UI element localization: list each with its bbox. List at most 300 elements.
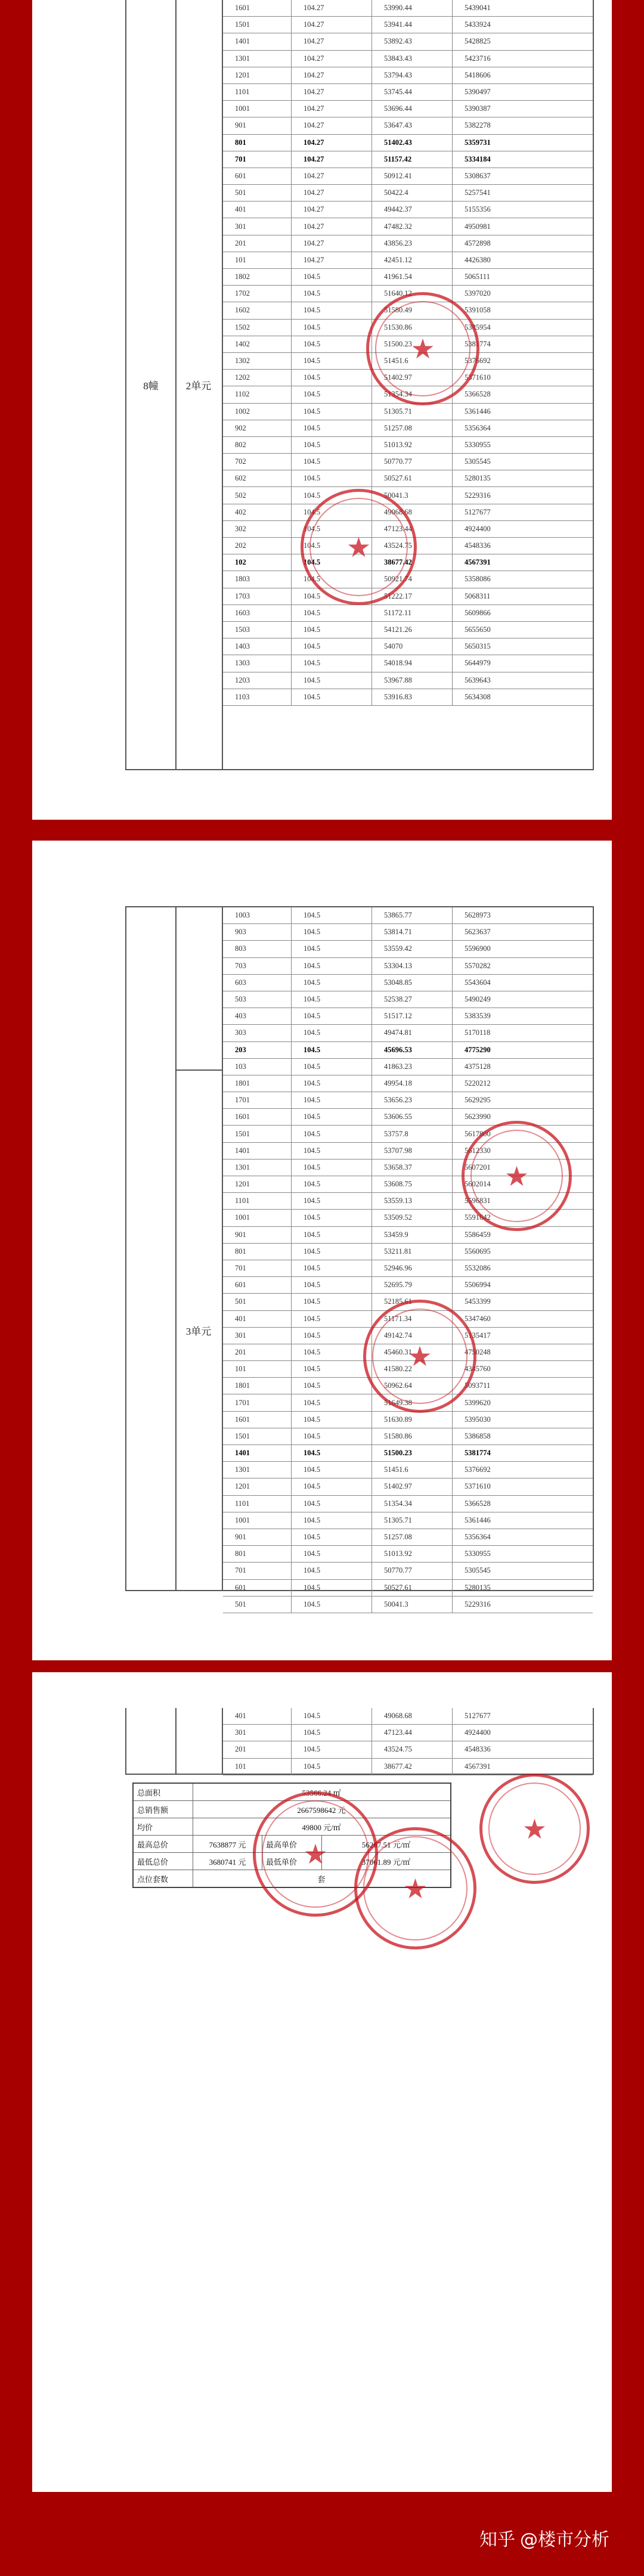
table-row — [223, 67, 593, 84]
unit-price-cell: 53608.75 — [372, 1176, 453, 1192]
total-price-cell: 5532086 — [465, 1264, 491, 1273]
total-area-label: 总面积 — [134, 1784, 193, 1800]
total-sales-label: 总销售额 — [134, 1801, 193, 1818]
area-cell: 104.5 — [292, 622, 372, 638]
unit-number-cell: 1601 — [223, 1109, 292, 1125]
total-price-cell: 5490249 — [465, 995, 491, 1004]
unit-price-cell: 51500.23 — [372, 1445, 453, 1461]
unit-number-cell: 701 — [223, 151, 292, 168]
unit-price-cell: 51171.34 — [372, 1311, 453, 1327]
area-cell: 104.5 — [292, 1741, 372, 1757]
table-row — [223, 672, 593, 689]
unit-number-cell: 1002 — [223, 404, 292, 420]
total-price-cell: 5155356 — [465, 205, 491, 214]
area-cell: 104.5 — [292, 1059, 372, 1075]
area-cell: 104.5 — [292, 975, 372, 991]
unit-price-cell: 50962.64 — [372, 1378, 453, 1394]
unit-price-cell: 53559.13 — [372, 1193, 453, 1209]
table-row — [223, 1428, 593, 1445]
unit-number-cell: 801 — [223, 135, 292, 151]
total-price-cell: 5423716 — [465, 54, 491, 63]
total-price-cell: 5560695 — [465, 1247, 491, 1256]
unit-price-cell: 49954.18 — [372, 1075, 453, 1092]
table-row — [223, 907, 593, 924]
total-price-cell: 5439041 — [465, 4, 491, 13]
unit-number-cell: 1402 — [223, 336, 292, 352]
total-price-cell: 5330955 — [465, 1549, 491, 1558]
area-cell: 104.5 — [292, 504, 372, 520]
unit-number-cell: 1001 — [223, 1210, 292, 1226]
total-price-cell: 5280135 — [465, 474, 491, 483]
official-seal-stamp: ★ — [354, 1827, 476, 1949]
area-cell: 104.27 — [292, 202, 372, 218]
table-row — [223, 454, 593, 470]
total-price-cell: 4924400 — [465, 1728, 491, 1737]
table-row — [223, 1075, 593, 1092]
unit-number-cell: 1303 — [223, 655, 292, 671]
official-seal-stamp: ★ — [363, 1300, 476, 1413]
unit-number-cell: 1401 — [223, 1445, 292, 1461]
area-cell: 104.5 — [292, 521, 372, 537]
price-table-page-1 — [125, 0, 594, 770]
unit-number-cell: 303 — [223, 1025, 292, 1041]
area-cell: 104.5 — [292, 991, 372, 1008]
total-price-cell: 4572898 — [465, 238, 491, 247]
table-row — [223, 1496, 593, 1512]
table-row — [223, 420, 593, 437]
unit-number-cell: 1301 — [223, 1160, 292, 1176]
unit-number-cell: 201 — [223, 1741, 292, 1757]
area-cell: 104.5 — [292, 1546, 372, 1562]
area-cell: 104.5 — [292, 320, 372, 336]
area-cell: 104.5 — [292, 437, 372, 453]
unit-price-cell: 53459.9 — [372, 1227, 453, 1243]
total-price-cell: 4567391 — [465, 1762, 491, 1771]
total-price-cell: 5570282 — [465, 961, 491, 970]
min-unit-label: 最低单价 — [262, 1853, 322, 1870]
avg-price-label: 均价 — [134, 1818, 193, 1835]
unit-number-cell: 601 — [223, 168, 292, 184]
unit-price-cell: 47482.32 — [372, 218, 453, 234]
unit-number-cell: 1502 — [223, 320, 292, 336]
total-price-cell: 5305545 — [465, 457, 491, 466]
building-column — [126, 1708, 177, 1774]
unit-column — [175, 1708, 223, 1774]
unit-price-cell: 53916.83 — [372, 689, 453, 705]
unit-price-cell: 51451.6 — [372, 353, 453, 369]
unit-number-cell: 501 — [223, 1597, 292, 1613]
unit-price-cell: 53509.52 — [372, 1210, 453, 1226]
total-price-cell: 5506994 — [465, 1281, 491, 1289]
table-row — [223, 975, 593, 991]
area-cell: 104.5 — [292, 941, 372, 957]
total-price-cell: 5220212 — [465, 1078, 491, 1087]
total-price-cell: 5639643 — [465, 675, 491, 684]
total-price-cell: 4548336 — [465, 541, 491, 550]
unit-price-cell: 50422.4 — [372, 185, 453, 201]
table-row — [223, 1529, 593, 1546]
area-cell: 104.27 — [292, 33, 372, 49]
document-page-2 — [32, 841, 612, 1660]
total-price-cell: 5397020 — [465, 289, 491, 298]
unit-price-cell: 43856.23 — [372, 235, 453, 252]
table-row — [223, 588, 593, 605]
unit-price-cell: 51402.97 — [372, 370, 453, 386]
official-seal-stamp: ★ — [301, 489, 417, 605]
total-price-cell: 5418606 — [465, 70, 491, 79]
total-price-cell: 5399620 — [465, 1398, 491, 1407]
table-row — [223, 1025, 593, 1041]
unit-price-cell: 53048.85 — [372, 975, 453, 991]
unit-price-cell: 50770.77 — [372, 454, 453, 470]
unit-number-cell: 602 — [223, 470, 292, 486]
unit-number-cell: 1101 — [223, 1193, 292, 1209]
area-cell: 104.5 — [292, 1143, 372, 1159]
unit-price-cell: 47123.44 — [372, 521, 453, 537]
unit-price-cell: 53843.43 — [372, 51, 453, 67]
unit-price-cell: 52538.27 — [372, 991, 453, 1008]
total-price-cell: 5280135 — [465, 1583, 491, 1592]
total-price-cell: 5386858 — [465, 1431, 491, 1440]
unit-number-cell: 1703 — [223, 588, 292, 605]
area-cell: 104.5 — [292, 1563, 372, 1579]
total-price-cell: 5330955 — [465, 440, 491, 449]
table-row — [223, 1445, 593, 1462]
total-price-cell: 5433924 — [465, 20, 491, 29]
table-row — [223, 1059, 593, 1075]
unit-number-cell: 403 — [223, 1008, 292, 1024]
area-cell: 104.5 — [292, 1478, 372, 1495]
area-cell: 104.5 — [292, 1294, 372, 1310]
unit-price-cell: 51354.34 — [372, 386, 453, 402]
unit-number-cell: 903 — [223, 924, 292, 940]
table-row — [223, 1092, 593, 1109]
unit-number-cell: 601 — [223, 1580, 292, 1596]
total-price-cell: 5376692 — [465, 1465, 491, 1474]
unit-number-cell: 1501 — [223, 1126, 292, 1142]
official-seal-stamp: ★ — [462, 1121, 572, 1231]
area-cell: 104.27 — [292, 151, 372, 168]
area-cell: 104.27 — [292, 135, 372, 151]
table-row — [223, 470, 593, 487]
avg-price-value: 49800 元/㎡ — [302, 1822, 341, 1832]
area-cell: 104.5 — [292, 1244, 372, 1260]
table-row — [223, 218, 593, 235]
unit-number-cell: 601 — [223, 1277, 292, 1293]
total-price-cell: 5135417 — [465, 1331, 491, 1340]
unit-number-cell: 301 — [223, 1725, 292, 1741]
area-cell: 104.5 — [292, 689, 372, 705]
unit-price-cell: 51013.92 — [372, 437, 453, 453]
unit-price-cell: 51157.42 — [372, 151, 453, 168]
unit-price-cell: 53941.44 — [372, 17, 453, 33]
unit-price-cell: 38677.42 — [372, 1759, 453, 1775]
table-row — [223, 638, 593, 655]
price-table-page-2 — [125, 906, 594, 1608]
unit-number-cell: 902 — [223, 420, 292, 436]
total-price-cell: 5366528 — [465, 1499, 491, 1508]
unit-price-cell: 53304.13 — [372, 958, 453, 974]
unit-label: 2单元 — [175, 0, 223, 769]
area-cell: 104.5 — [292, 1394, 372, 1411]
min-total-value: 3680741 元 — [193, 1853, 262, 1870]
unit-price-cell: 51305.71 — [372, 1512, 453, 1529]
total-price-cell: 5607201 — [465, 1163, 491, 1171]
unit-number-cell: 1001 — [223, 1512, 292, 1529]
area-cell: 104.5 — [292, 958, 372, 974]
unit-number-cell: 1501 — [223, 1428, 292, 1444]
unit-number-cell: 302 — [223, 521, 292, 537]
total-price-cell: 5586459 — [465, 1230, 491, 1239]
table-row — [223, 1563, 593, 1579]
unit-number-cell: 901 — [223, 1529, 292, 1545]
total-price-cell: 5395030 — [465, 1415, 491, 1424]
area-cell: 104.5 — [292, 571, 372, 587]
area-cell: 104.5 — [292, 370, 372, 386]
table-row — [223, 0, 593, 17]
unit-price-cell: 53757.8 — [372, 1126, 453, 1142]
unit-price-cell: 45696.53 — [372, 1042, 453, 1058]
total-price-cell: 4567391 — [465, 558, 491, 567]
table-row — [223, 51, 593, 67]
total-price-cell: 5385954 — [465, 323, 491, 331]
area-cell: 104.5 — [292, 924, 372, 940]
total-price-cell: 5623637 — [465, 928, 491, 937]
area-cell: 104.5 — [292, 907, 372, 923]
unit-price-cell: 41863.23 — [372, 1059, 453, 1075]
unit-price-cell: 53967.88 — [372, 672, 453, 689]
unit-number-cell: 1501 — [223, 17, 292, 33]
unit-number-cell: 701 — [223, 1260, 292, 1276]
table-row — [223, 235, 593, 252]
unit-price-cell: 51649.38 — [372, 1394, 453, 1411]
unit-price-cell: 53606.55 — [372, 1109, 453, 1125]
area-cell: 104.5 — [292, 1311, 372, 1327]
unit-price-cell: 52185.61 — [372, 1294, 453, 1310]
unit-number-cell: 501 — [223, 1294, 292, 1310]
unit-price-cell: 51530.86 — [372, 320, 453, 336]
total-price-cell: 5334184 — [465, 154, 491, 163]
area-cell: 104.5 — [292, 1529, 372, 1545]
unit-price-cell: 53745.44 — [372, 84, 453, 100]
unit-price-cell: 53647.43 — [372, 117, 453, 134]
document-page-1 — [32, 0, 612, 820]
unit-number-cell: 1401 — [223, 33, 292, 49]
total-price-cell: 5257541 — [465, 188, 491, 197]
unit-price-cell: 51580.86 — [372, 1428, 453, 1444]
unit-number-cell: 1302 — [223, 353, 292, 369]
table-row — [223, 1462, 593, 1478]
unit-number-cell: 502 — [223, 487, 292, 503]
unit-number-cell: 1601 — [223, 0, 292, 16]
table-row — [223, 689, 593, 706]
table-row — [223, 1260, 593, 1277]
table-row — [223, 101, 593, 117]
unit-number-cell: 1101 — [223, 1496, 292, 1512]
total-price-cell: 5347460 — [465, 1314, 491, 1323]
unit-number-cell: 1301 — [223, 1462, 292, 1478]
total-area-value: 53566.24 ㎡ — [302, 1788, 341, 1797]
area-cell: 104.27 — [292, 218, 372, 234]
total-price-cell: 4924400 — [465, 524, 491, 533]
area-cell: 104.5 — [292, 1512, 372, 1529]
unit-price-cell: 50770.77 — [372, 1563, 453, 1579]
unit-price-cell: 54121.26 — [372, 622, 453, 638]
max-unit-value: 56267.51 元/㎡ — [361, 1840, 411, 1849]
total-price-cell: 5591642 — [465, 1213, 491, 1222]
official-seal-stamp: ★ — [366, 292, 479, 405]
area-cell: 104.5 — [292, 470, 372, 486]
total-price-cell: 5650315 — [465, 642, 491, 651]
area-cell: 104.5 — [292, 1277, 372, 1293]
table-row — [223, 941, 593, 957]
table-row — [223, 1412, 593, 1428]
total-price-cell: 5170118 — [465, 1028, 491, 1037]
unit-price-cell: 51402.43 — [372, 135, 453, 151]
total-price-cell: 5308637 — [465, 171, 491, 180]
area-cell: 104.5 — [292, 1708, 372, 1724]
unit-number-cell: 201 — [223, 1344, 292, 1360]
unit-price-cell: 53696.44 — [372, 101, 453, 117]
area-cell: 104.5 — [292, 269, 372, 285]
table-row — [223, 1759, 593, 1775]
unit-price-cell: 53990.44 — [372, 0, 453, 16]
unit-number-cell: 1803 — [223, 571, 292, 587]
unit-number-cell: 1102 — [223, 386, 292, 402]
unit-number-cell: 402 — [223, 504, 292, 520]
unit-number-cell: 801 — [223, 1546, 292, 1562]
area-cell: 104.5 — [292, 588, 372, 605]
total-price-cell: 5453399 — [465, 1297, 491, 1306]
table-row — [223, 185, 593, 202]
unit-number-cell: 1801 — [223, 1378, 292, 1394]
total-price-cell: 5229316 — [465, 491, 491, 500]
unit-number-cell: 802 — [223, 437, 292, 453]
table-row — [223, 1042, 593, 1059]
table-row — [223, 1109, 593, 1126]
table-row — [223, 135, 593, 151]
area-cell: 104.27 — [292, 117, 372, 134]
unit-price-cell: 50527.61 — [372, 470, 453, 486]
min-unit-value: 37061.89 元/㎡ — [361, 1857, 411, 1867]
unit-number-cell: 1301 — [223, 51, 292, 67]
unit-number-cell: 1601 — [223, 1412, 292, 1428]
unit-number-cell: 603 — [223, 975, 292, 991]
unit-number-cell: 901 — [223, 1227, 292, 1243]
table-row — [223, 958, 593, 975]
total-price-cell: 5127677 — [465, 1712, 491, 1721]
total-price-cell: 5068311 — [465, 591, 491, 600]
unit-price-cell: 50912.41 — [372, 168, 453, 184]
table-row — [223, 1580, 593, 1597]
area-cell: 104.27 — [292, 185, 372, 201]
total-price-cell: 5383539 — [465, 1012, 491, 1021]
unit-number-cell: 1503 — [223, 622, 292, 638]
area-cell: 104.5 — [292, 1126, 372, 1142]
area-cell: 104.5 — [292, 554, 372, 571]
total-price-cell: 5381774 — [465, 1449, 491, 1458]
unit-number-cell: 1701 — [223, 1394, 292, 1411]
unit-number-cell: 103 — [223, 1059, 292, 1075]
table-row — [223, 655, 593, 672]
min-total-label: 最低总价 — [134, 1853, 193, 1870]
total-price-cell: 5359731 — [465, 138, 491, 147]
unit-price-cell: 52695.79 — [372, 1277, 453, 1293]
table-row — [223, 1597, 593, 1613]
unit-price-cell: 49142.74 — [372, 1328, 453, 1344]
total-price-cell: 5612330 — [465, 1146, 491, 1155]
unit-number-cell: 301 — [223, 218, 292, 234]
total-price-cell: 5381774 — [465, 339, 491, 348]
total-price-cell: 5127677 — [465, 507, 491, 516]
unit-price-cell: 49068.68 — [372, 1708, 453, 1724]
table-row — [223, 1708, 593, 1725]
total-price-cell: 5390387 — [465, 104, 491, 113]
area-cell: 104.27 — [292, 67, 372, 83]
total-price-cell: 5543604 — [465, 978, 491, 987]
total-price-cell: 4750248 — [465, 1347, 491, 1356]
table-row — [223, 1277, 593, 1294]
area-cell: 104.5 — [292, 638, 372, 655]
unit-number-cell: 703 — [223, 958, 292, 974]
area-cell: 104.5 — [292, 1361, 372, 1377]
unit-price-cell: 51451.6 — [372, 1462, 453, 1478]
unit-number-cell: 1401 — [223, 1143, 292, 1159]
max-total-value: 7638877 元 — [193, 1836, 262, 1852]
total-price-cell: 5361446 — [465, 407, 491, 416]
unit-number-cell: 1801 — [223, 1075, 292, 1092]
unit-price-cell: 54070 — [372, 638, 453, 655]
area-cell: 104.5 — [292, 1025, 372, 1041]
unit-price-cell: 51013.92 — [372, 1546, 453, 1562]
table-row — [223, 33, 593, 50]
area-cell: 104.5 — [292, 1042, 372, 1058]
area-cell: 104.5 — [292, 302, 372, 318]
area-cell: 104.5 — [292, 1227, 372, 1243]
unit-number-cell: 702 — [223, 454, 292, 470]
total-price-cell: 4950981 — [465, 222, 491, 231]
table-row — [223, 1741, 593, 1758]
area-cell: 104.5 — [292, 655, 372, 671]
table-row — [223, 1725, 593, 1741]
unit-number-cell: 1101 — [223, 84, 292, 100]
area-cell: 104.27 — [292, 51, 372, 67]
table-row — [223, 252, 593, 269]
unit-price-cell: 51257.08 — [372, 1529, 453, 1545]
unit-number-cell: 1602 — [223, 302, 292, 318]
unit-price-cell: 53658.37 — [372, 1160, 453, 1176]
table-row — [223, 269, 593, 286]
area-cell: 104.5 — [292, 1075, 372, 1092]
price-table-page-3 — [125, 1708, 594, 1775]
unit-price-cell: 43524.75 — [372, 538, 453, 554]
unit-price-cell: 51305.71 — [372, 404, 453, 420]
unit-price-cell: 38677.42 — [372, 554, 453, 571]
watermark — [479, 2525, 609, 2551]
total-price-cell: 5629295 — [465, 1096, 491, 1105]
unit-number-cell: 201 — [223, 235, 292, 252]
unit-number-cell: 1103 — [223, 689, 292, 705]
unit-price-cell: 52946.96 — [372, 1260, 453, 1276]
table-row — [223, 168, 593, 185]
total-price-cell: 5617800 — [465, 1129, 491, 1138]
area-cell: 104.5 — [292, 1759, 372, 1775]
area-cell: 104.5 — [292, 672, 372, 689]
unit-number-cell: 701 — [223, 1563, 292, 1579]
unit-price-cell: 53211.81 — [372, 1244, 453, 1260]
area-cell: 104.5 — [292, 1210, 372, 1226]
unit-price-cell: 41961.54 — [372, 269, 453, 285]
